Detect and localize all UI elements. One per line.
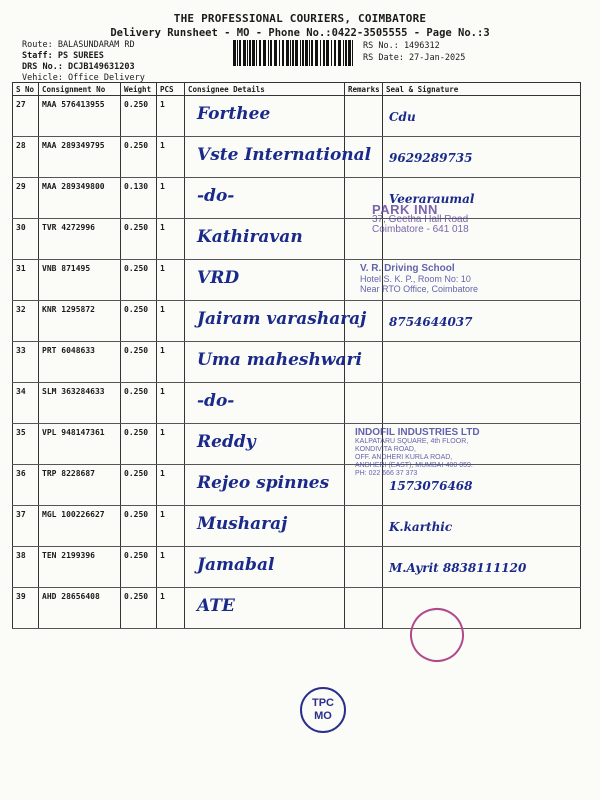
table-row [13,342,581,383]
handwritten-consignee: VRD [197,268,240,288]
row-weight: 0.250 [121,96,157,137]
row-consignee [185,506,345,547]
drs-text: DRS No.: DCJB149631203 [22,62,135,72]
row-consignment-no: MAA 289349795 [39,137,121,178]
row-weight: 0.250 [121,383,157,424]
driving-school-stamp: V. R. Driving School Hotel S. K. P., Room No: 10 Near RTO Office, Coimbatore [360,263,479,294]
row-sno: 37 [13,506,39,547]
indofil-stamp: INDOFIL INDUSTRIES LTD KALPATARU SQUARE, 4th FLOOR, KONDIVITA ROAD, OFF. ANDHERI KURLA ROAD, ANDHERI (EAST), MUMBAI-400 059. PH: 022 666 37 373 [355,427,480,477]
row-pcs: 1 [157,301,185,342]
rs-date: RS Date: 27-Jan-2025 [363,53,466,63]
barcode-image [233,40,355,66]
vehicle-text: Vehicle: Office Delivery [22,73,145,83]
row-seal-signature [383,137,581,178]
row-remarks [345,547,383,588]
handwritten-consignee: Forthee [197,104,271,124]
runsheet-info [363,40,465,64]
row-seal-signature [383,506,581,547]
handwritten-consignee: Reddy [197,432,256,452]
row-consignment-no: TEN 2199396 [39,547,121,588]
row-weight: 0.130 [121,178,157,219]
table-row [13,424,581,465]
row-weight: 0.250 [121,260,157,301]
row-weight: 0.250 [121,342,157,383]
row-seal-signature [383,301,581,342]
row-pcs: 1 [157,342,185,383]
row-pcs: 1 [157,506,185,547]
handwritten-consignee: Musharaj [197,514,288,534]
handwritten-consignee: Rejeo spinnes [197,473,330,493]
col-consignment: Consignment No [39,83,121,96]
row-pcs: 1 [157,465,185,506]
row-consignee [185,465,345,506]
row-pcs: 1 [157,96,185,137]
row-weight: 0.250 [121,588,157,629]
row-seal-signature [383,547,581,588]
handwritten-signature: 9629289735 [389,151,473,165]
row-remarks [345,506,383,547]
row-sno: 29 [13,178,39,219]
handwritten-consignee: ATE [197,596,235,616]
col-weight: Weight [121,83,157,96]
row-consignment-no: KNR 1295872 [39,301,121,342]
park-inn-stamp: PARK INN 37, Geetha Hall Road Coimbatore - 641 018 [372,202,469,235]
row-consignment-no: VPL 948147361 [39,424,121,465]
row-sno: 32 [13,301,39,342]
handwritten-consignee: Jamabal [197,555,275,575]
row-consignee [185,178,345,219]
row-weight: 0.250 [121,465,157,506]
handwritten-consignee: Vste International [197,145,372,165]
row-pcs: 1 [157,260,185,301]
row-consignee [185,588,345,629]
row-seal-signature [383,383,581,424]
handwritten-signature: M.Ayrit 8838111120 [389,561,527,575]
row-consignment-no: SLM 363284633 [39,383,121,424]
table-row [13,301,581,342]
row-consignment-no: PRT 6048633 [39,342,121,383]
row-weight: 0.250 [121,547,157,588]
row-consignee [185,342,362,383]
runsheet-table [12,82,581,629]
col-seal-signature: Seal & Signature [383,83,581,96]
row-pcs: 1 [157,178,185,219]
row-seal-signature [383,342,581,383]
row-consignee [185,137,372,178]
row-pcs: 1 [157,588,185,629]
table-header [13,83,581,96]
row-remarks [345,588,383,629]
row-pcs: 1 [157,547,185,588]
row-remarks [345,96,383,137]
table-row [13,260,581,301]
handwritten-consignee: Kathiravan [197,227,303,247]
table-row [13,383,581,424]
row-weight: 0.250 [121,424,157,465]
table-row [13,465,581,506]
table-row [13,96,581,137]
row-sno: 39 [13,588,39,629]
row-sno: 31 [13,260,39,301]
row-weight: 0.250 [121,137,157,178]
handwritten-consignee: Uma maheshwari [197,350,362,370]
row-consignment-no: MAA 576413955 [39,96,121,137]
row-consignment-no: VNB 871495 [39,260,121,301]
row-consignee [185,547,345,588]
handwritten-consignee: -do- [197,391,235,411]
route-text: Route: BALASUNDARAM RD [22,40,135,50]
runsheet-subtitle: Delivery Runsheet - MO - Phone No.:0422-3505555 - Page No.:3 [110,27,490,39]
staff-text: Staff: PS SUREES [22,51,104,61]
table-row [13,178,581,219]
row-consignment-no: TVR 4272996 [39,219,121,260]
table-row [13,588,581,629]
table-row [13,547,581,588]
col-remarks: Remarks [345,83,383,96]
col-pcs: PCS [157,83,185,96]
col-sno: S No [13,83,39,96]
table-row [13,219,581,260]
row-weight: 0.250 [121,506,157,547]
row-consignment-no: TRP 8228687 [39,465,121,506]
row-consignment-no: MAA 289349800 [39,178,121,219]
row-sno: 36 [13,465,39,506]
row-pcs: 1 [157,219,185,260]
row-consignee [185,96,345,137]
row-consignee [185,301,367,342]
row-consignment-no: MGL 100226627 [39,506,121,547]
row-sno: 33 [13,342,39,383]
tpc-mo-seal: TPC MO [300,687,346,733]
handwritten-signature: Cdu [389,110,416,124]
handwritten-signature: Veeraraumal [389,192,475,206]
row-sno: 38 [13,547,39,588]
rs-number: RS No.: 1496312 [363,41,440,51]
row-consignment-no: AHD 28656408 [39,588,121,629]
row-pcs: 1 [157,424,185,465]
handwritten-signature: 1573076468 [389,479,473,493]
row-pcs: 1 [157,383,185,424]
row-pcs: 1 [157,137,185,178]
row-weight: 0.250 [121,219,157,260]
runsheet-title: THE PROFESSIONAL COURIERS, COIMBATORE [173,12,427,25]
row-consignee [185,383,345,424]
row-sno: 30 [13,219,39,260]
row-remarks [345,383,383,424]
row-sno: 28 [13,137,39,178]
runsheet-meta [22,40,145,84]
handwritten-consignee: -do- [197,186,235,206]
row-sno: 35 [13,424,39,465]
row-sno: 34 [13,383,39,424]
row-sno: 27 [13,96,39,137]
row-consignee [185,424,345,465]
table-row [13,137,581,178]
handwritten-consignee: Jairam varasharaj [197,309,367,329]
col-consignee: Consignee Details [185,83,345,96]
row-consignee [185,219,345,260]
row-seal-signature [383,96,581,137]
row-weight: 0.250 [121,301,157,342]
table-row [13,506,581,547]
row-consignee [185,260,345,301]
handwritten-signature: K.karthic [389,520,453,534]
handwritten-signature: 8754644037 [389,315,473,329]
